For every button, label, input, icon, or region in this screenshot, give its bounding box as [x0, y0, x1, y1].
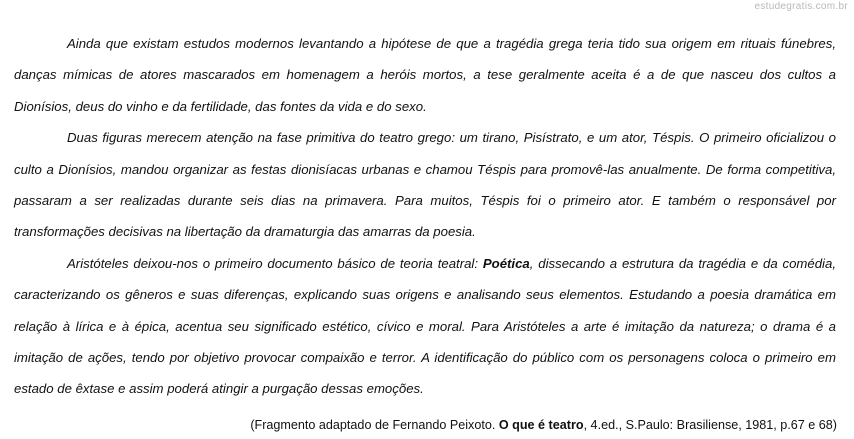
source-citation — [250, 418, 837, 432]
paragraph-2: Duas figuras merecem atenção na fase primitiva do teatro grego: um tirano, Pisístrato, e um ator, Téspis. O primeiro oficializou o culto a Dionísios, mandou organizar as festas dionisíacas urbanas e chamou Téspis para promovê-las anualmente. De forma competitiva, passaram a ser realizadas durante seis dias na primavera. Para muitos, Téspis foi o primeiro ator. E também o responsável por transformações decisivas na libertação da dramaturgia das amarras da poesia. — [14, 130, 836, 240]
citation-details: , 4.ed., S.Paulo: Brasiliense, 1981, p.67 e 68) — [583, 418, 837, 432]
paragraph-3-intro: Aristóteles deixou-nos o primeiro documento básico de teoria teatral: — [67, 255, 483, 271]
citation-book-title: O que é teatro — [498, 418, 584, 432]
article-text — [14, 28, 836, 405]
citation-prefix: (Fragmento adaptado de Fernando Peixoto. — [250, 418, 499, 432]
paragraph-3 — [14, 248, 836, 405]
paragraph-3-body: , dissecando a estrutura da tragédia e da comédia, caracterizando os gêneros e suas diferenças, explicando suas origens e analisando seus elementos. Estudando a poesia dramática em relação à lírica e à épica, acentua seu significado estético, cívico e moral. Para Aristóteles a arte é imitação da natureza; o drama é a imitação de ações, tendo por objetivo provocar compaixão e terror. A identificação do público com os personagens coloca o primeiro em estado de êxtase e assim poderá atingir a purgação dessas emoções. — [14, 255, 836, 397]
paragraph-1: Ainda que existam estudos modernos levantando a hipótese de que a tragédia grega teria tido sua origem em rituais fúnebres, danças mímicas de atores mascarados em homenagem a heróis mortos, a tese geralmente aceita é a de que nasceu dos cultos a Dionísios, deus do vinho e da fertilidade, das fontes da vida e do sexo. — [14, 36, 836, 114]
poetica-title: Poética — [482, 255, 530, 271]
site-watermark: estudegratis.com.br — [754, 1, 848, 12]
